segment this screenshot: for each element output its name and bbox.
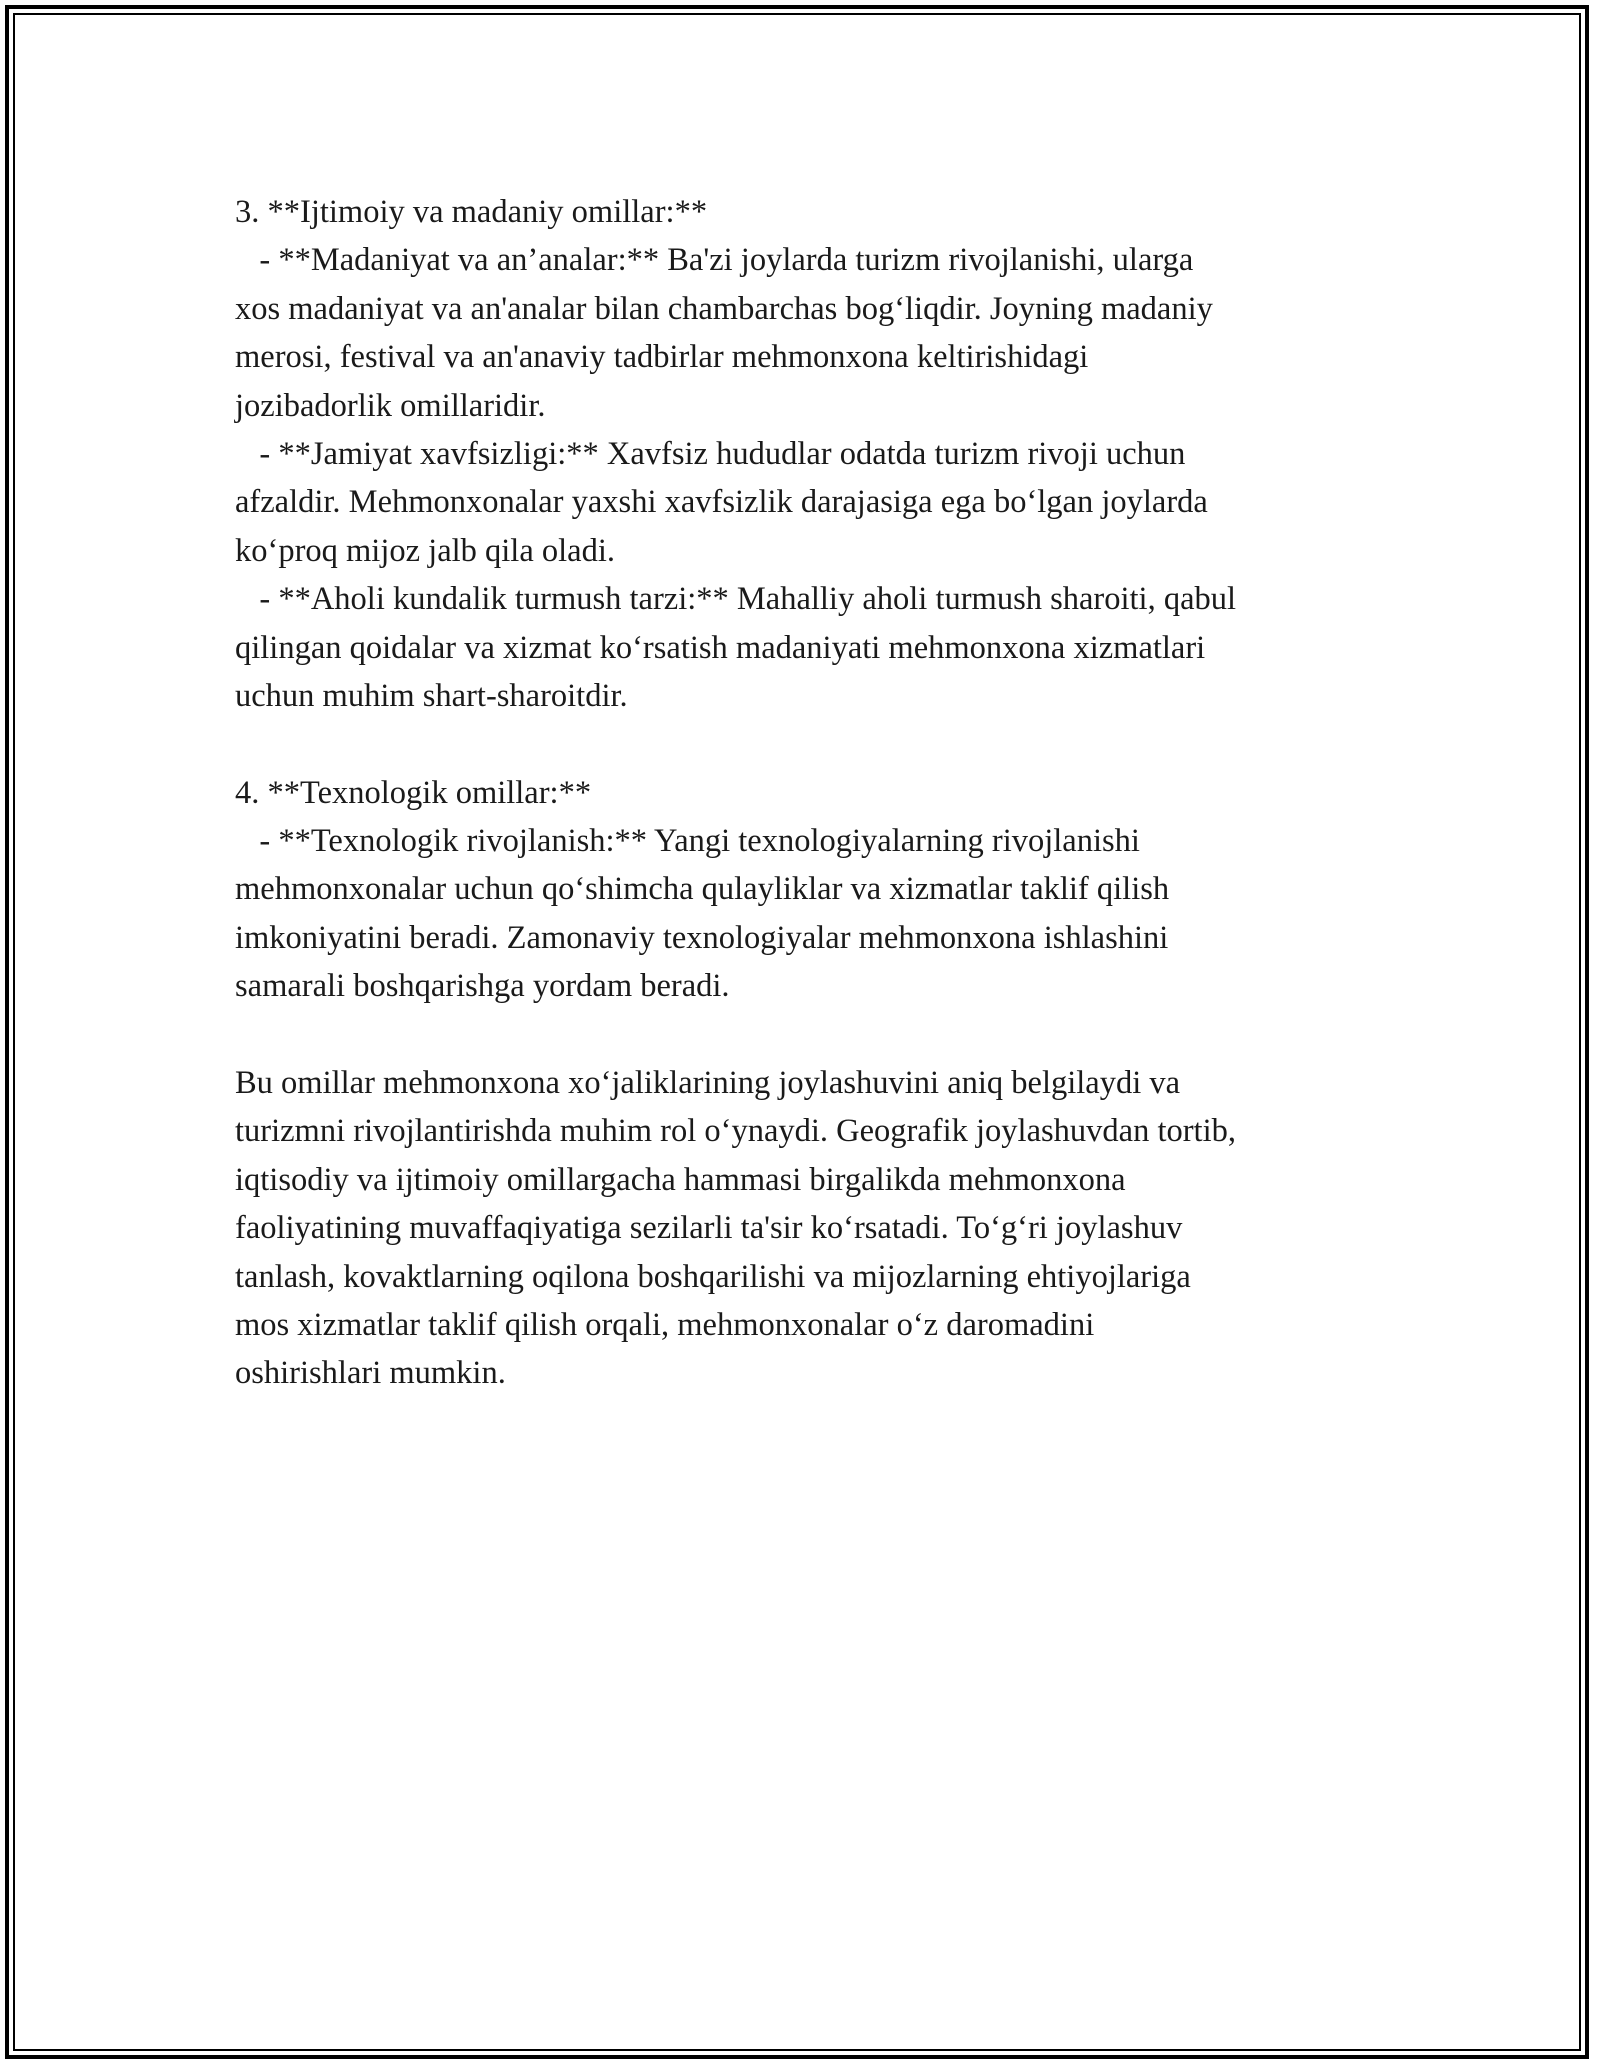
section-social-cultural	[235, 188, 1375, 720]
paragraph-line: turizmni rivojlantirishda muhim rol o‘ynaydi. Geografik joylashuvdan tortib,	[235, 1113, 1236, 1150]
paragraph-line: - **Aholi kundalik turmush tarzi:** Mahalliy aholi turmush sharoiti, qabul	[235, 581, 1237, 618]
paragraph-line: afzaldir. Mehmonxonalar yaxshi xavfsizlik darajasiga ega bo‘lgan joylarda	[235, 484, 1208, 521]
document-body	[235, 188, 1375, 1398]
section-technological	[235, 769, 1375, 1011]
paragraph-line: tanlash, kovaktlarning oqilona boshqarilishi va mijozlarning ehtiyojlariga	[235, 1258, 1191, 1295]
paragraph-line: jozibadorlik omillaridir.	[235, 387, 546, 424]
paragraph-line: imkoniyatini beradi. Zamonaviy texnologiyalar mehmonxona ishlashini	[235, 919, 1169, 956]
paragraph-line: merosi, festival va an'anaviy tadbirlar mehmonxona keltirishidagi	[235, 339, 1089, 376]
paragraph-line: qilingan qoidalar va xizmat ko‘rsatish madaniyati mehmonxona xizmatlari	[235, 629, 1206, 666]
paragraph-line: mehmonxonalar uchun qo‘shimcha qulayliklar va xizmatlar taklif qilish	[235, 871, 1170, 908]
paragraph-spacer	[235, 1011, 1375, 1059]
paragraph-line: uchun muhim shart-sharoitdir.	[235, 677, 628, 714]
section-conclusion	[235, 1059, 1375, 1398]
paragraph-line: mos xizmatlar taklif qilish orqali, mehmonxonalar o‘z daromadini	[235, 1306, 1095, 1343]
paragraph-line: xos madaniyat va an'analar bilan chambarchas bog‘liqdir. Joyning madaniy	[235, 290, 1213, 327]
paragraph-spacer	[235, 720, 1375, 768]
paragraph-line: samarali boshqarishga yordam beradi.	[235, 968, 730, 1005]
paragraph-line: - **Texnologik rivojlanish:** Yangi texnologiyalarning rivojlanishi	[235, 823, 1140, 860]
paragraph-line: oshirishlari mumkin.	[235, 1355, 506, 1392]
section-heading: 3. **Ijtimoiy va madaniy omillar:**	[235, 194, 708, 230]
paragraph-line: iqtisodiy va ijtimoiy omillargacha hammasi birgalikda mehmonxona	[235, 1161, 1126, 1198]
paragraph-line: ko‘proq mijoz jalb qila oladi.	[235, 532, 615, 569]
paragraph-line: - **Madaniyat va an’analar:** Ba'zi joylarda turizm rivojlanishi, ularga	[235, 242, 1194, 279]
paragraph-line: Bu omillar mehmonxona xo‘jaliklarining joylashuvini aniq belgilaydi va	[235, 1065, 1181, 1102]
paragraph-line: faoliyatining muvaffaqiyatiga sezilarli ta'sir ko‘rsatadi. To‘g‘ri joylashuv	[235, 1210, 1183, 1247]
section-heading: 4. **Texnologik omillar:**	[235, 774, 592, 811]
paragraph-line: - **Jamiyat xavfsizligi:** Xavfsiz hududlar odatda turizm rivoji uchun	[235, 435, 1186, 472]
